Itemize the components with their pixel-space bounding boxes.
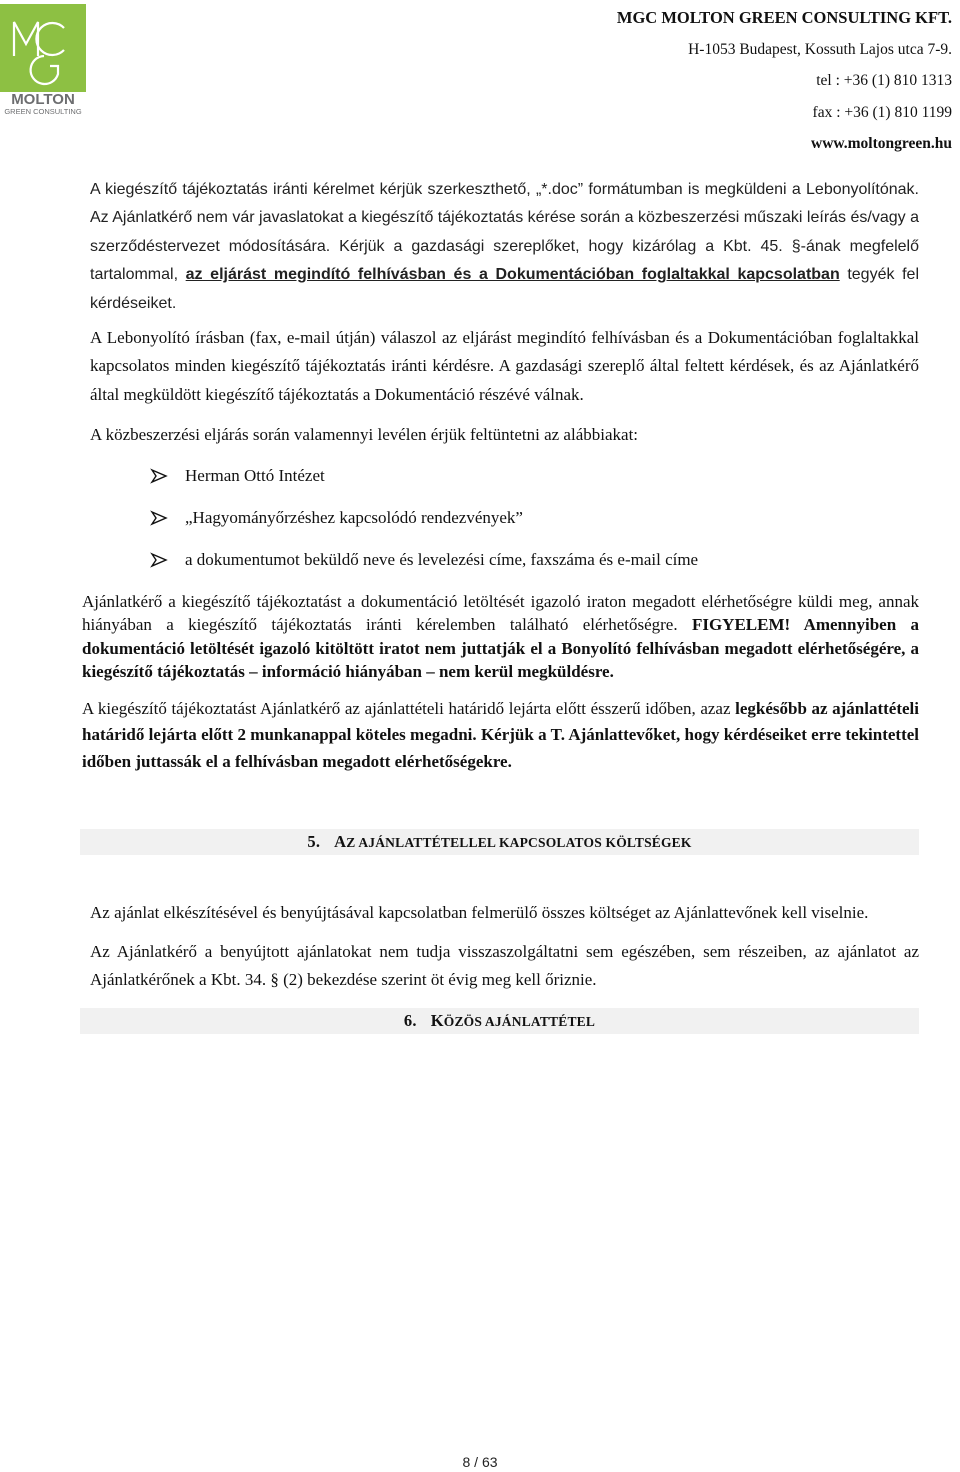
company-address: H-1053 Budapest, Kossuth Lajos utca 7-9. — [688, 40, 952, 58]
underlined-emphasis: az eljárást megindító felhívásban és a Dokumentációban foglaltakkal kapcsolatban — [185, 266, 840, 284]
paragraph-answers: A Lebonyolító írásban (fax, e-mail útján) válaszol az eljárást megindító felhívásban és a Dokumentációban foglaltakkal kapcsolatos minden kiegészítő tájékoztatás iránti kérdésre. A gazdasági szereplő által feltett kérdések, és az Ajánlatkérő által megküldött kiegészítő tájékoztatás a Dokumentáció részévé válnak. — [90, 328, 919, 404]
paragraph-costs: Az ajánlat elkészítésével és benyújtásával kapcsolatban felmerülő összes költséget az Ajánlattevőnek kell viselnie. — [90, 903, 869, 923]
paragraph-question-format: A kiegészítő tájékoztatás iránti kérelmet kérjük szerkeszthető, „*.doc” formátumban is megküldeni a Lebonyolítónak. Az Ajánlatkérő nem vár javaslatokat a kiegészítő tájékoztatás kérése során a közbeszerzési műszaki leírás és/vagy a szerződéstervezet módosítására. Kérjük a gazdasági szereplőket, hogy kizárólag a Kbt. 45. §-ának megfelelő tartalommal, az eljárást megindító felhívásban és a Dokumentációban foglaltakkal kapcsolatban tegyék fel kérdéseiket. — [90, 181, 920, 312]
company-fax: fax : +36 (1) 810 1199 — [812, 103, 952, 121]
paragraph-deadline: A kiegészítő tájékoztatást Ajánlatkérő az ajánlattételi határidő lejárta előtt ésszerű időben, azaz legkésőbb az ajánlattételi határidő lejárta előtt 2 munkanappal köteles megadni. Kérjük a T. Ajánlattevőket, hogy kérdéseiket erre tekintettel időben juttassák el a felhívásban megadott elérhetőségekre. — [82, 698, 920, 771]
document-body — [82, 176, 920, 1034]
list-item: a dokumentumot beküldő neve és levelezési címe, faxszáma és e-mail címe — [90, 546, 919, 588]
logo-text: MOLTON — [11, 91, 75, 108]
company-logo — [0, 4, 86, 116]
molton-logo-graphic — [0, 4, 86, 116]
page-number: 8 / 63 — [462, 1454, 498, 1470]
section-6-heading: 6. KÖZÖS AJÁNLATTÉTEL — [80, 1008, 919, 1034]
arrow-bullet-icon — [150, 504, 168, 532]
company-website[interactable]: www.moltongreen.hu — [811, 135, 952, 152]
section-5-heading: 5. AZ AJÁNLATTÉTELLEL KAPCSOLATOS KÖLTSÉGEK — [80, 829, 919, 855]
arrow-bullet-icon — [150, 462, 168, 490]
arrow-bullet-icon — [150, 546, 168, 574]
paragraph-retention: Az Ajánlatkérő a benyújtott ajánlatokat nem tudja visszaszolgáltatni sem egészében, sem részeiben, az ajánlatot az Ajánlatkérőnek a Kbt. 34. § (2) bekezdése szerint öt évig meg kell őriznie. — [90, 941, 919, 989]
paragraph-warning: Ajánlatkérő a kiegészítő tájékoztatást a dokumentáció letöltését igazoló iraton megadott elérhetőségre küldi meg, annak hiányában a kiegészítő tájékoztatás iránti kérelemben található elérhetőségre. FIGYELEM! Amennyiben a dokumentáció letöltését igazoló kitöltött iratot nem juttatják el a Bonyolító felhívásban megadott elérhetőségére, a kiegészítő tájékoztatás – információ hiányában – nem kerül megküldésre. — [82, 591, 919, 682]
requirements-list — [90, 462, 919, 588]
warning-text: FIGYELEM! Amennyiben a dokumentáció letöltését igazoló kitöltött iratot nem juttatják el a Bonyolító felhívásban megadott elérhetőségére, a kiegészítő tájékoztatás – információ hiányában – nem kerül megküldésre. — [82, 615, 919, 682]
company-header — [552, 2, 952, 160]
company-tel: tel : +36 (1) 810 1313 — [816, 72, 952, 89]
list-item: Herman Ottó Intézet — [90, 462, 919, 504]
logo-subtext: GREEN CONSULTING — [4, 107, 82, 116]
deadline-emphasis: legkésőbb az ajánlattételi határidő lejárta előtt 2 munkanappal köteles megadni. Kérjük a T. Ajánlattevőket, hogy kérdéseiket erre tekintettel időben juttassák el a felhívásban megadott elérhetőségekre. — [82, 698, 920, 771]
list-item: „Hagyományőrzéshez kapcsolódó rendezvények” — [90, 504, 919, 546]
paragraph-letter-requirements: A közbeszerzési eljárás során valamennyi levélen érjük feltüntetni az alábbiakat: — [90, 425, 639, 445]
company-name: MGC MOLTON GREEN CONSULTING KFT. — [616, 8, 952, 27]
